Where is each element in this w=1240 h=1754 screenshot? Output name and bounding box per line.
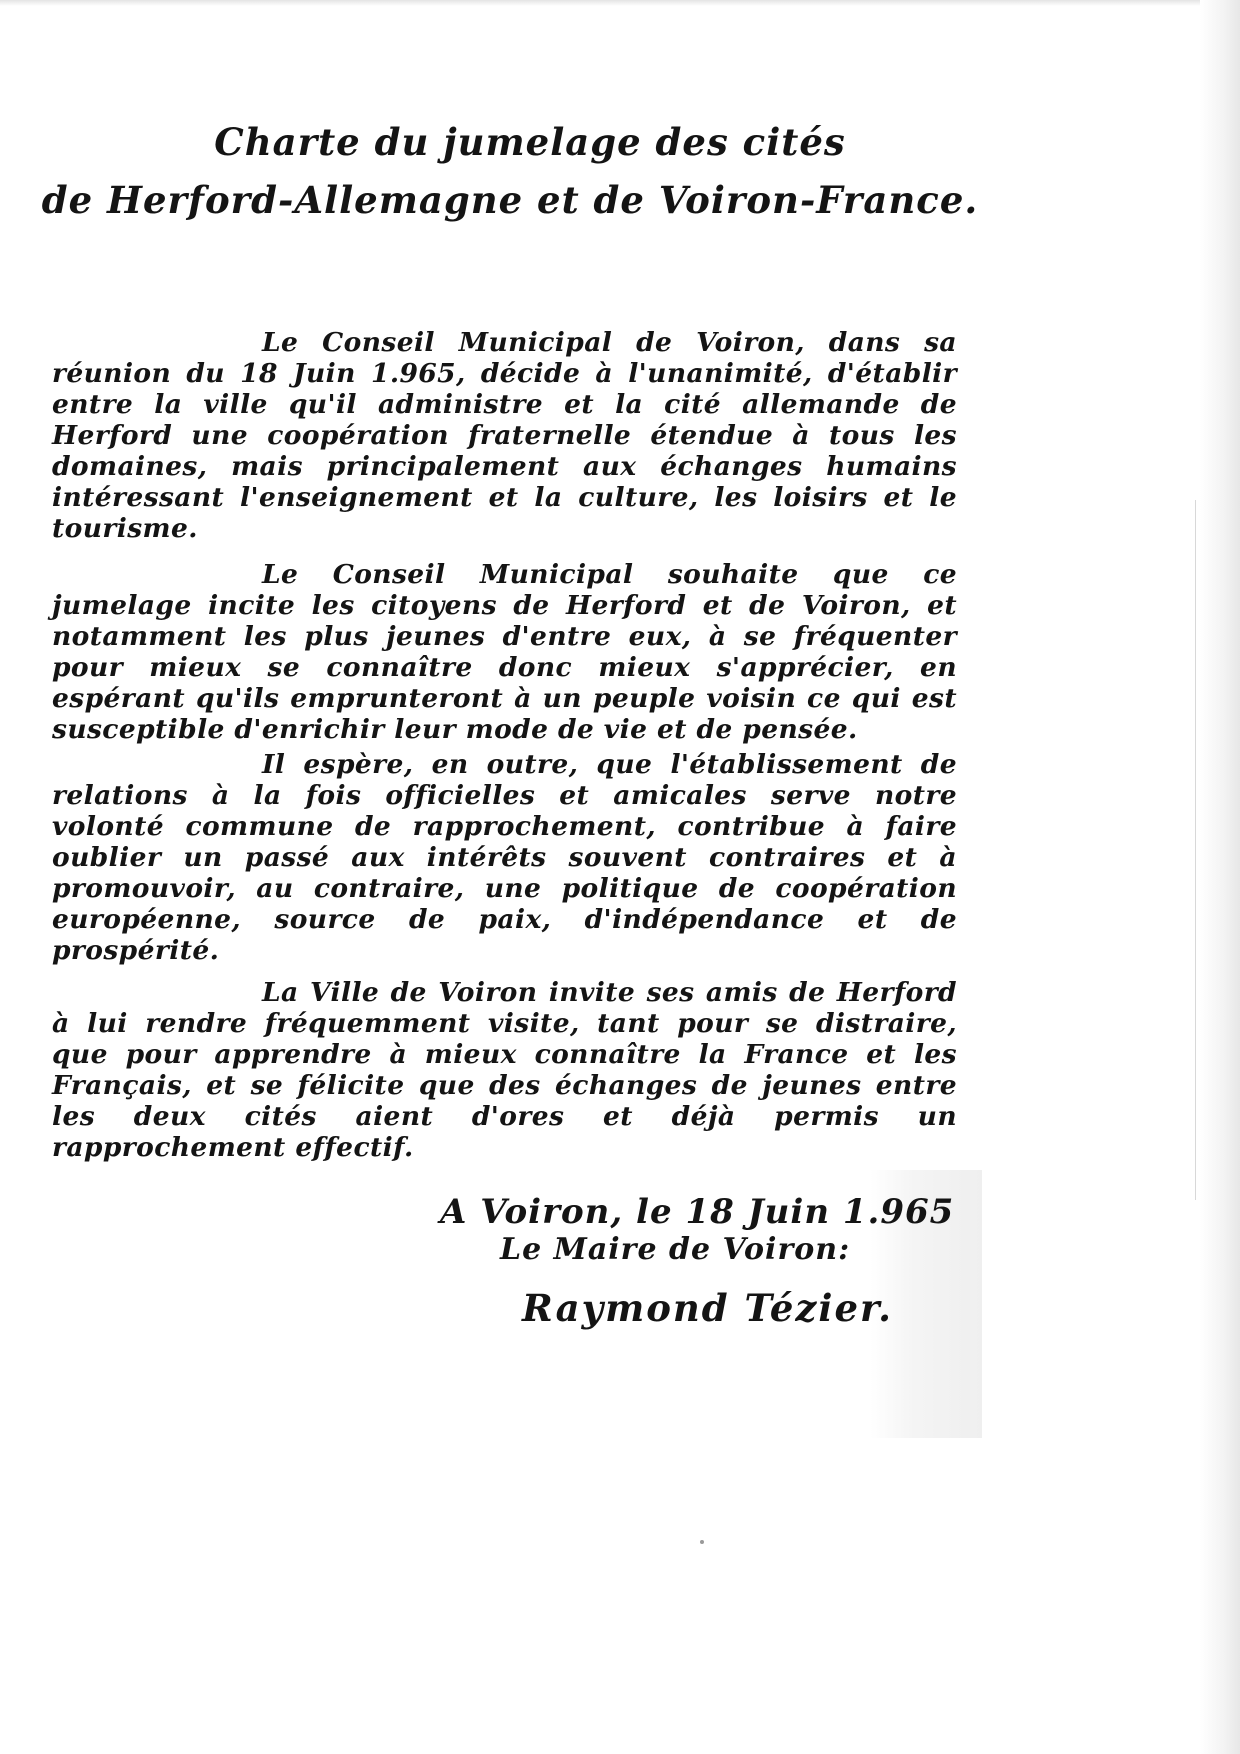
signature-place-date: A Voiron, le 18 Juin 1.965	[440, 1192, 955, 1232]
paragraph-3: Il espère, en outre, que l'établissement de relations à la fois officielles et amicales serve notre volonté commune de rapprochement, contribue à faire oublier un passé aux intérêts souvent contraires et à promouvoir, au contraire, une politique de coopération européenne, source de paix, d'indépendance et de prospérité.	[52, 748, 957, 966]
signature-name: Raymond Tézier.	[522, 1286, 893, 1330]
charter-title-line1: Charte du jumelage des cités	[214, 120, 846, 164]
charter-title-line2: de Herford-Allemagne et de Voiron-France.	[41, 178, 979, 222]
paragraph-1: Le Conseil Municipal de Voiron, dans sa réunion du 18 Juin 1.965, décide à l'unanimité, d'établir entre la ville qu'il administre et la cité allemande de Herford une coopération fraternelle étendue à tous les domaines, mais principalement aux échanges humains intéressant l'enseignement et la culture, les loisirs et le tourisme.	[52, 326, 957, 544]
scan-right-edge	[1200, 0, 1240, 1754]
scan-speck	[700, 1540, 704, 1544]
signature-role: Le Maire de Voiron:	[500, 1232, 851, 1267]
paragraph-4: La Ville de Voiron invite ses amis de Herford à lui rendre fréquemment visite, tant pour se distraire, que pour apprendre à mieux connaître la France et les Français, et se félicite que des échanges de jeunes entre les deux cités aient d'ores et déjà permis un rapprochement effectif.	[52, 976, 957, 1163]
paragraph-2: Le Conseil Municipal souhaite que ce jumelage incite les citoyens de Herford et de Voiron, et notamment les plus jeunes d'entre eux, à se fréquenter pour mieux se connaître donc mieux s'apprécier, en espérant qu'ils emprunteront à un peuple voisin ce qui est susceptible d'enrichir leur mode de vie et de pensée.	[52, 558, 957, 745]
scan-artifact-line	[1195, 500, 1196, 1200]
scan-top-edge	[0, 0, 1240, 6]
